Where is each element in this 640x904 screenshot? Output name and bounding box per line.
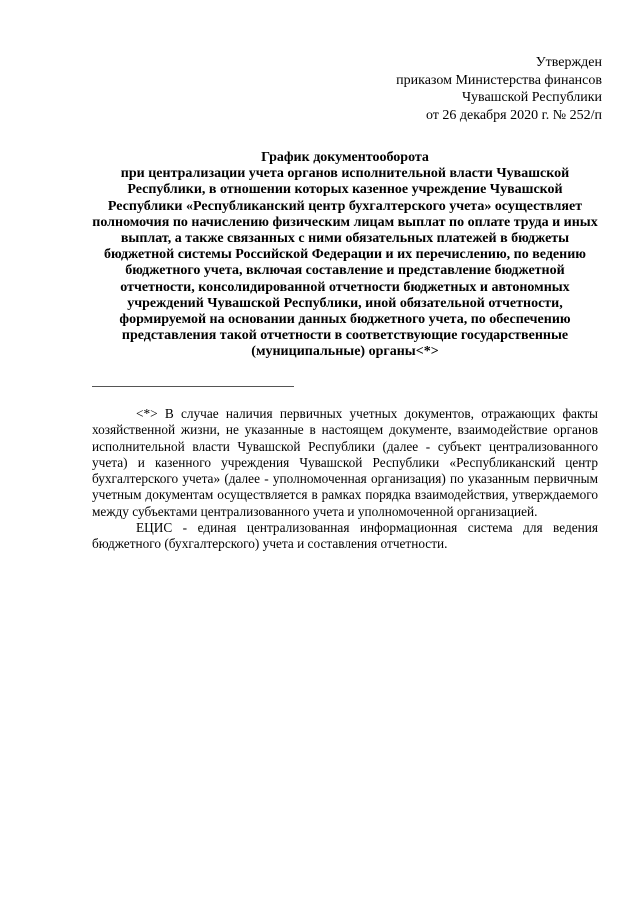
- title-heading: График документооборота: [261, 150, 429, 165]
- document-title: [92, 150, 598, 361]
- approval-block: [396, 54, 602, 124]
- approval-line-approved: Утвержден: [535, 55, 602, 70]
- approval-line-ministry: Чувашской Республики: [461, 90, 602, 105]
- approval-line-date: от 26 декабря 2020 г. № 252/п: [425, 107, 602, 123]
- title-body: при централизации учета органов исполнительной власти Чувашской Республики, в отношении которых казенное учреждение Чувашской Республики «Республиканский центр бухгалтерского учета» осуществляет полномочия по начислению физическим лицам выплат по оплате труда и иных выплат, а также связанных с ними обязательных платежей в бюджеты бюджетной системы Российской Федерации и их перечислению, по ведению бюджетного учета, включая составление и представление бюджетной отчетности, консолидированной отчетности бюджетных и автономных учреждений Чувашской Республики, иной обязательной отчетности, формируемой на основании данных бюджетного учета, по обеспечению представления такой отчетности в соответствующие государственные (муниципальные) органы<*>: [92, 166, 598, 360]
- footnote-ecis: ЕЦИС - единая централизованная информационная система для ведения бюджетного (бухгалтерского) учета и составления отчетности.: [92, 520, 598, 552]
- approval-line-order: приказом Министерства финансов: [396, 72, 602, 88]
- footnote-separator: [92, 386, 294, 387]
- footnote-asterisk: <*> В случае наличия первичных учетных документов, отражающих факты хозяйственной жизни, не указанные в настоящем документе, взаимодействие органов исполнительной власти Чувашской Республики (далее - субъект централизованного учета) и казенного учреждения Чувашской Республики «Республиканский центр бухгалтерского учета» (далее - уполномоченная организация) по указанным первичным учетным документам осуществляется в рамках порядка взаимодействия, утверждаемого между субъектами централизованного учета и уполномоченной организацией.: [92, 406, 598, 519]
- footnotes-section: [92, 406, 598, 553]
